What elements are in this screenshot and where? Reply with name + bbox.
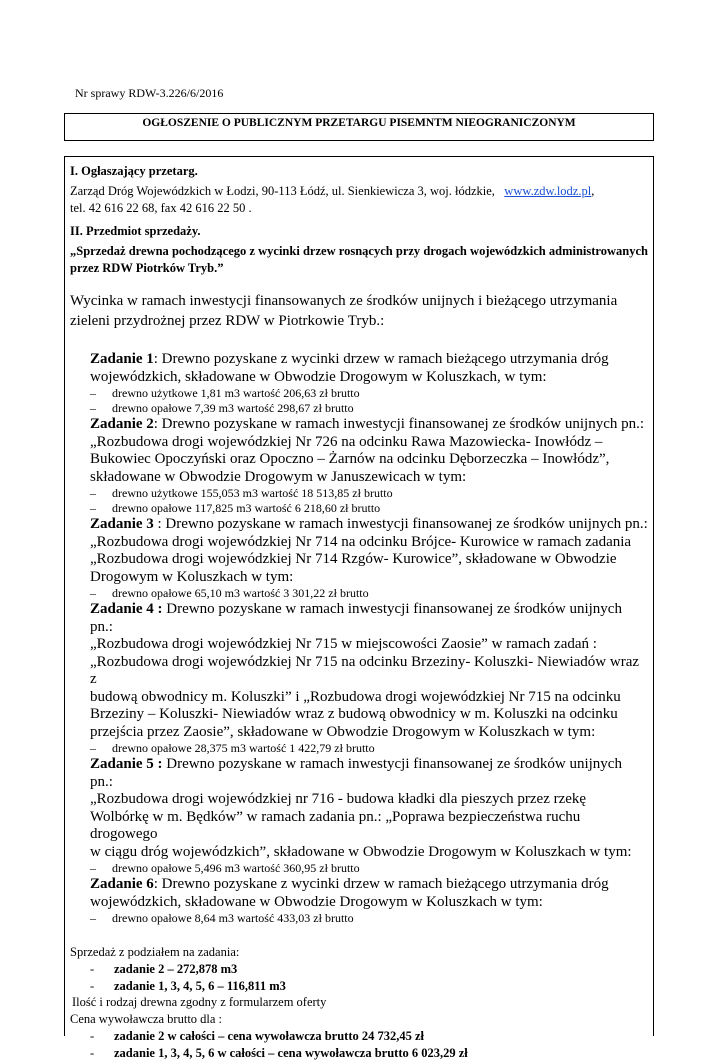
task-description-line: Bukowiec Opoczyński oraz Opoczno – Żarnów na odcinku Dęborzeczka – Inowłódz”, (90, 451, 648, 469)
wood-item (90, 486, 648, 501)
wood-item-text: drewno opałowe 5,496 m3 wartość 360,95 zł brutto (112, 861, 360, 875)
organizer-address: Zarząd Dróg Wojewódzkich w Łodzi, 90-113 Łódź, ul. Sienkiewicza 3, woj. łódzkie, (70, 184, 495, 198)
summary-note: Ilość i rodzaj drewna zgodny z formularzem oferty (70, 994, 648, 1011)
dash-bullet: – (90, 401, 96, 416)
task-label: Zadanie 4 : (90, 601, 163, 617)
task-heading (90, 876, 648, 894)
task-label: Zadanie 3 (90, 516, 154, 532)
organizer-website-link[interactable]: www.zdw.lodz.pl (504, 184, 591, 198)
task-heading (90, 756, 648, 791)
task-description-line: Drogowym w Koluszkach w tym: (90, 569, 648, 587)
dash-bullet: – (90, 501, 96, 516)
task-description-line: „Rozbudowa drogi wojewódzkiej Nr 715 na odcinku Brzeziny- Koluszki- Niewiadów wraz z (90, 654, 648, 689)
volume-item (70, 961, 648, 978)
task-label: Zadanie 5 : (90, 756, 163, 772)
price-heading: Cena wywoławcza brutto dla : (70, 1011, 648, 1028)
wood-item (90, 401, 648, 416)
task-description-line: przejścia przez Zaosie”, składowane w Obwodzie Drogowym w Koluszkach w tym: (90, 724, 648, 742)
price-item (70, 1028, 648, 1045)
case-number: Nr sprawy RDW-3.226/6/2016 (75, 86, 223, 101)
task-block (90, 416, 648, 516)
price-text: zadanie 1, 3, 4, 5, 6 w całości – cena wywoławcza brutto 6 023,29 zł (114, 1046, 468, 1060)
bullet: - (90, 1045, 94, 1061)
task-description-line: „Rozbudowa drogi wojewódzkiej Nr 726 na odcinku Rawa Mazowiecka- Inowłódz – (90, 434, 648, 452)
tasks-list (90, 351, 648, 926)
organizer-contact: tel. 42 616 22 68, fax 42 616 22 50 . (70, 200, 648, 217)
task-description-line: „Rozbudowa drogi wojewódzkiej Nr 714 Rzgów- Kurowice”, składowane w Obwodzie (90, 551, 648, 569)
task-description: : Drewno pozyskane z wycinki drzew w ramach bieżącego utrzymania dróg (154, 351, 609, 367)
wood-item-text: drewno opałowe 7,39 m3 wartość 298,67 zł brutto (112, 401, 354, 415)
wood-item-text: drewno użytkowe 1,81 m3 wartość 206,63 zł brutto (112, 386, 360, 400)
task-description: : Drewno pozyskane w ramach inwestycji finansowanej ze środków unijnych pn.: (154, 516, 648, 532)
task-block (90, 876, 648, 926)
wood-item-text: drewno opałowe 28,375 m3 wartość 1 422,79 zł brutto (112, 741, 375, 755)
sale-subject: „Sprzedaż drewna pochodzącego z wycinki drzew rosnących przy drogach wojewódzkich administrowanych przez RDW Piotrków Tryb.” (70, 243, 648, 277)
task-description-line: „Rozbudowa drogi wojewódzkiej nr 716 - budowa kładki dla pieszych przez rzekę (90, 791, 648, 809)
wood-item (90, 501, 648, 516)
wood-item (90, 861, 648, 876)
task-description-line: „Rozbudowa drogi wojewódzkiej Nr 715 w miejscowości Zaosie” w ramach zadań : (90, 636, 648, 654)
volume-text: zadanie 2 – 272,878 m3 (114, 962, 237, 976)
summary-heading: Sprzedaż z podziałem na zadania: (70, 944, 648, 961)
organizer-info (70, 183, 648, 200)
task-label: Zadanie 2 (90, 416, 154, 432)
wood-item-text: drewno opałowe 117,825 m3 wartość 6 218,60 zł brutto (112, 501, 380, 515)
wood-item (90, 741, 648, 756)
task-heading (90, 516, 648, 534)
price-text: zadanie 2 w całości – cena wywoławcza brutto 24 732,45 zł (114, 1029, 424, 1043)
wood-item (90, 911, 648, 926)
volume-item (70, 978, 648, 995)
task-description-line: w ciągu dróg wojewódzkich”, składowane w Obwodzie Drogowym w Koluszkach w tym: (90, 844, 648, 862)
dash-bullet: – (90, 861, 96, 876)
task-block (90, 351, 648, 416)
task-block (90, 756, 648, 876)
summary (70, 944, 648, 1061)
document-body (70, 163, 648, 1061)
task-block (90, 601, 648, 756)
task-description: : Drewno pozyskane w ramach inwestycji finansowanej ze środków unijnych pn.: (154, 416, 644, 432)
wood-item-text: drewno opałowe 65,10 m3 wartość 3 301,22 zł brutto (112, 586, 369, 600)
task-description-line: składowane w Obwodzie Drogowym w Januszewicach w tym: (90, 469, 648, 487)
task-description-line: budową obwodnicy m. Koluszki” i „Rozbudowa drogi wojewódzkiej Nr 715 na odcinku (90, 689, 648, 707)
dash-bullet: – (90, 386, 96, 401)
task-description: Drewno pozyskane w ramach inwestycji finansowanej ze środków unijnych pn.: (90, 601, 622, 635)
task-description-line: wojewódzkich, składowane w Obwodzie Drogowym w Koluszkach w tym: (90, 894, 648, 912)
dash-bullet: – (90, 741, 96, 756)
section-1-heading: I. Ogłaszający przetarg. (70, 163, 648, 180)
dash-bullet: – (90, 586, 96, 601)
task-heading (90, 351, 648, 369)
dash-bullet: – (90, 486, 96, 501)
task-description-line: „Rozbudowa drogi wojewódzkiej Nr 714 na odcinku Brójce- Kurowice w ramach zadania (90, 534, 648, 552)
announcement-title: OGŁOSZENIE O PUBLICZNYM PRZETARGU PISEMNTM NIEOGRANICZONYM (64, 113, 654, 141)
comma: , (591, 184, 594, 198)
sale-lead: Wycinka w ramach inwestycji finansowanych ze środków unijnych i bieżącego utrzymania zieleni przydrożnej przez RDW w Piotrkowie Tryb.: (70, 291, 648, 331)
wood-item (90, 586, 648, 601)
bullet: - (90, 978, 94, 995)
wood-item (90, 386, 648, 401)
wood-item-text: drewno użytkowe 155,053 m3 wartość 18 513,85 zł brutto (112, 486, 393, 500)
price-item (70, 1045, 648, 1061)
task-description: Drewno pozyskane w ramach inwestycji finansowanej ze środków unijnych pn.: (90, 756, 622, 790)
task-label: Zadanie 1 (90, 351, 154, 367)
task-heading (90, 416, 648, 434)
volume-text: zadanie 1, 3, 4, 5, 6 – 116,811 m3 (114, 979, 286, 993)
task-label: Zadanie 6 (90, 876, 154, 892)
section-2-heading: II. Przedmiot sprzedaży. (70, 223, 648, 240)
task-block (90, 516, 648, 601)
bullet: - (90, 961, 94, 978)
dash-bullet: – (90, 911, 96, 926)
wood-item-text: drewno opałowe 8,64 m3 wartość 433,03 zł brutto (112, 911, 354, 925)
task-description-line: wojewódzkich, składowane w Obwodzie Drogowym w Koluszkach, w tym: (90, 369, 648, 387)
task-description-line: Wolbórkę w m. Będków” w ramach zadania pn.: „Poprawa bezpieczeństwa ruchu drogowego (90, 809, 648, 844)
task-heading (90, 601, 648, 636)
task-description-line: Brzeziny – Koluszki- Niewiadów wraz z budową obwodnicy w m. Koluszki na odcinku (90, 706, 648, 724)
task-description: : Drewno pozyskane z wycinki drzew w ramach bieżącego utrzymania dróg (154, 876, 609, 892)
bullet: - (90, 1028, 94, 1045)
